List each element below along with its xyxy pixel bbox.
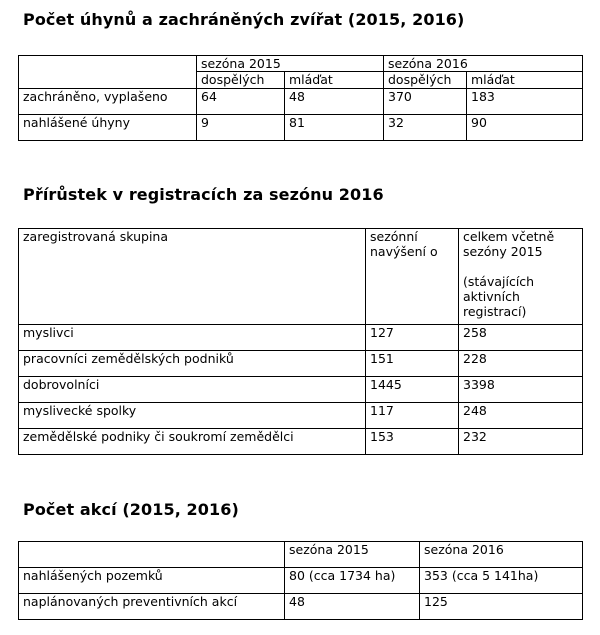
- row-label: myslivecké spolky: [19, 403, 366, 429]
- table-corner-cell: [19, 542, 285, 568]
- cell-total: 228: [459, 351, 583, 377]
- header-season-2016: sezóna 2016: [420, 542, 583, 568]
- cell-increase: 151: [366, 351, 459, 377]
- cell-value: 64: [197, 89, 285, 115]
- cell-increase: 127: [366, 325, 459, 351]
- cell-value: 370: [384, 89, 467, 115]
- table-deaths-rescues: [18, 55, 583, 141]
- cell-value: 48: [285, 89, 384, 115]
- table-row: [19, 429, 583, 455]
- cell-increase: 1445: [366, 377, 459, 403]
- header-total-main: celkem včetně sezóny 2015: [463, 229, 555, 259]
- table-header-row: [19, 542, 583, 568]
- cell-value: 81: [285, 115, 384, 141]
- table-row: [19, 377, 583, 403]
- header-group-2015: sezóna 2015: [197, 56, 384, 72]
- cell-value: 125: [420, 594, 583, 620]
- header-group-2016: sezóna 2016: [384, 56, 583, 72]
- row-label: zemědělské podniky či soukromí zemědělci: [19, 429, 366, 455]
- cell-increase: 117: [366, 403, 459, 429]
- table-header-row: [19, 56, 583, 72]
- header-season-2015: sezóna 2015: [285, 542, 420, 568]
- table-row: [19, 325, 583, 351]
- subheader-adults-2015: dospělých: [197, 72, 285, 89]
- cell-total: 258: [459, 325, 583, 351]
- cell-value: 353 (cca 5 141ha): [420, 568, 583, 594]
- table-header-row: [19, 229, 583, 325]
- row-label: myslivci: [19, 325, 366, 351]
- header-total-note: (stávajících aktivních registrací): [463, 274, 535, 319]
- table-row: [19, 403, 583, 429]
- cell-value: 32: [384, 115, 467, 141]
- cell-total: 3398: [459, 377, 583, 403]
- cell-value: 48: [285, 594, 420, 620]
- section-title-registrations: Přírůstek v registracích za sezónu 2016: [23, 185, 384, 204]
- table-row: [19, 89, 583, 115]
- section-title-actions: Počet akcí (2015, 2016): [23, 500, 239, 519]
- row-label: pracovníci zemědělských podniků: [19, 351, 366, 377]
- cell-value: 183: [467, 89, 583, 115]
- table-subheader-row: [19, 72, 583, 89]
- cell-total: 232: [459, 429, 583, 455]
- table-corner-cell: [19, 56, 197, 72]
- row-label: nahlášených pozemků: [19, 568, 285, 594]
- cell-value: 80 (cca 1734 ha): [285, 568, 420, 594]
- table-corner-cell: [19, 72, 197, 89]
- cell-increase: 153: [366, 429, 459, 455]
- row-label: dobrovolníci: [19, 377, 366, 403]
- header-total: [459, 229, 583, 325]
- row-label: naplánovaných preventivních akcí: [19, 594, 285, 620]
- subheader-young-2016: mláďat: [467, 72, 583, 89]
- cell-value: 9: [197, 115, 285, 141]
- table-row: [19, 351, 583, 377]
- header-group-name: zaregistrovaná skupina: [19, 229, 366, 325]
- table-row: [19, 115, 583, 141]
- subheader-young-2015: mláďat: [285, 72, 384, 89]
- subheader-adults-2016: dospělých: [384, 72, 467, 89]
- table-actions: [18, 541, 583, 620]
- section-title-deaths-rescues: Počet úhynů a zachráněných zvířat (2015, 2016): [23, 10, 465, 29]
- row-label: nahlášené úhyny: [19, 115, 197, 141]
- header-season-increase: sezónní navýšení o: [366, 229, 459, 325]
- table-row: [19, 594, 583, 620]
- row-label: zachráněno, vyplašeno: [19, 89, 197, 115]
- cell-value: 90: [467, 115, 583, 141]
- cell-total: 248: [459, 403, 583, 429]
- table-registrations: [18, 228, 583, 455]
- table-row: [19, 568, 583, 594]
